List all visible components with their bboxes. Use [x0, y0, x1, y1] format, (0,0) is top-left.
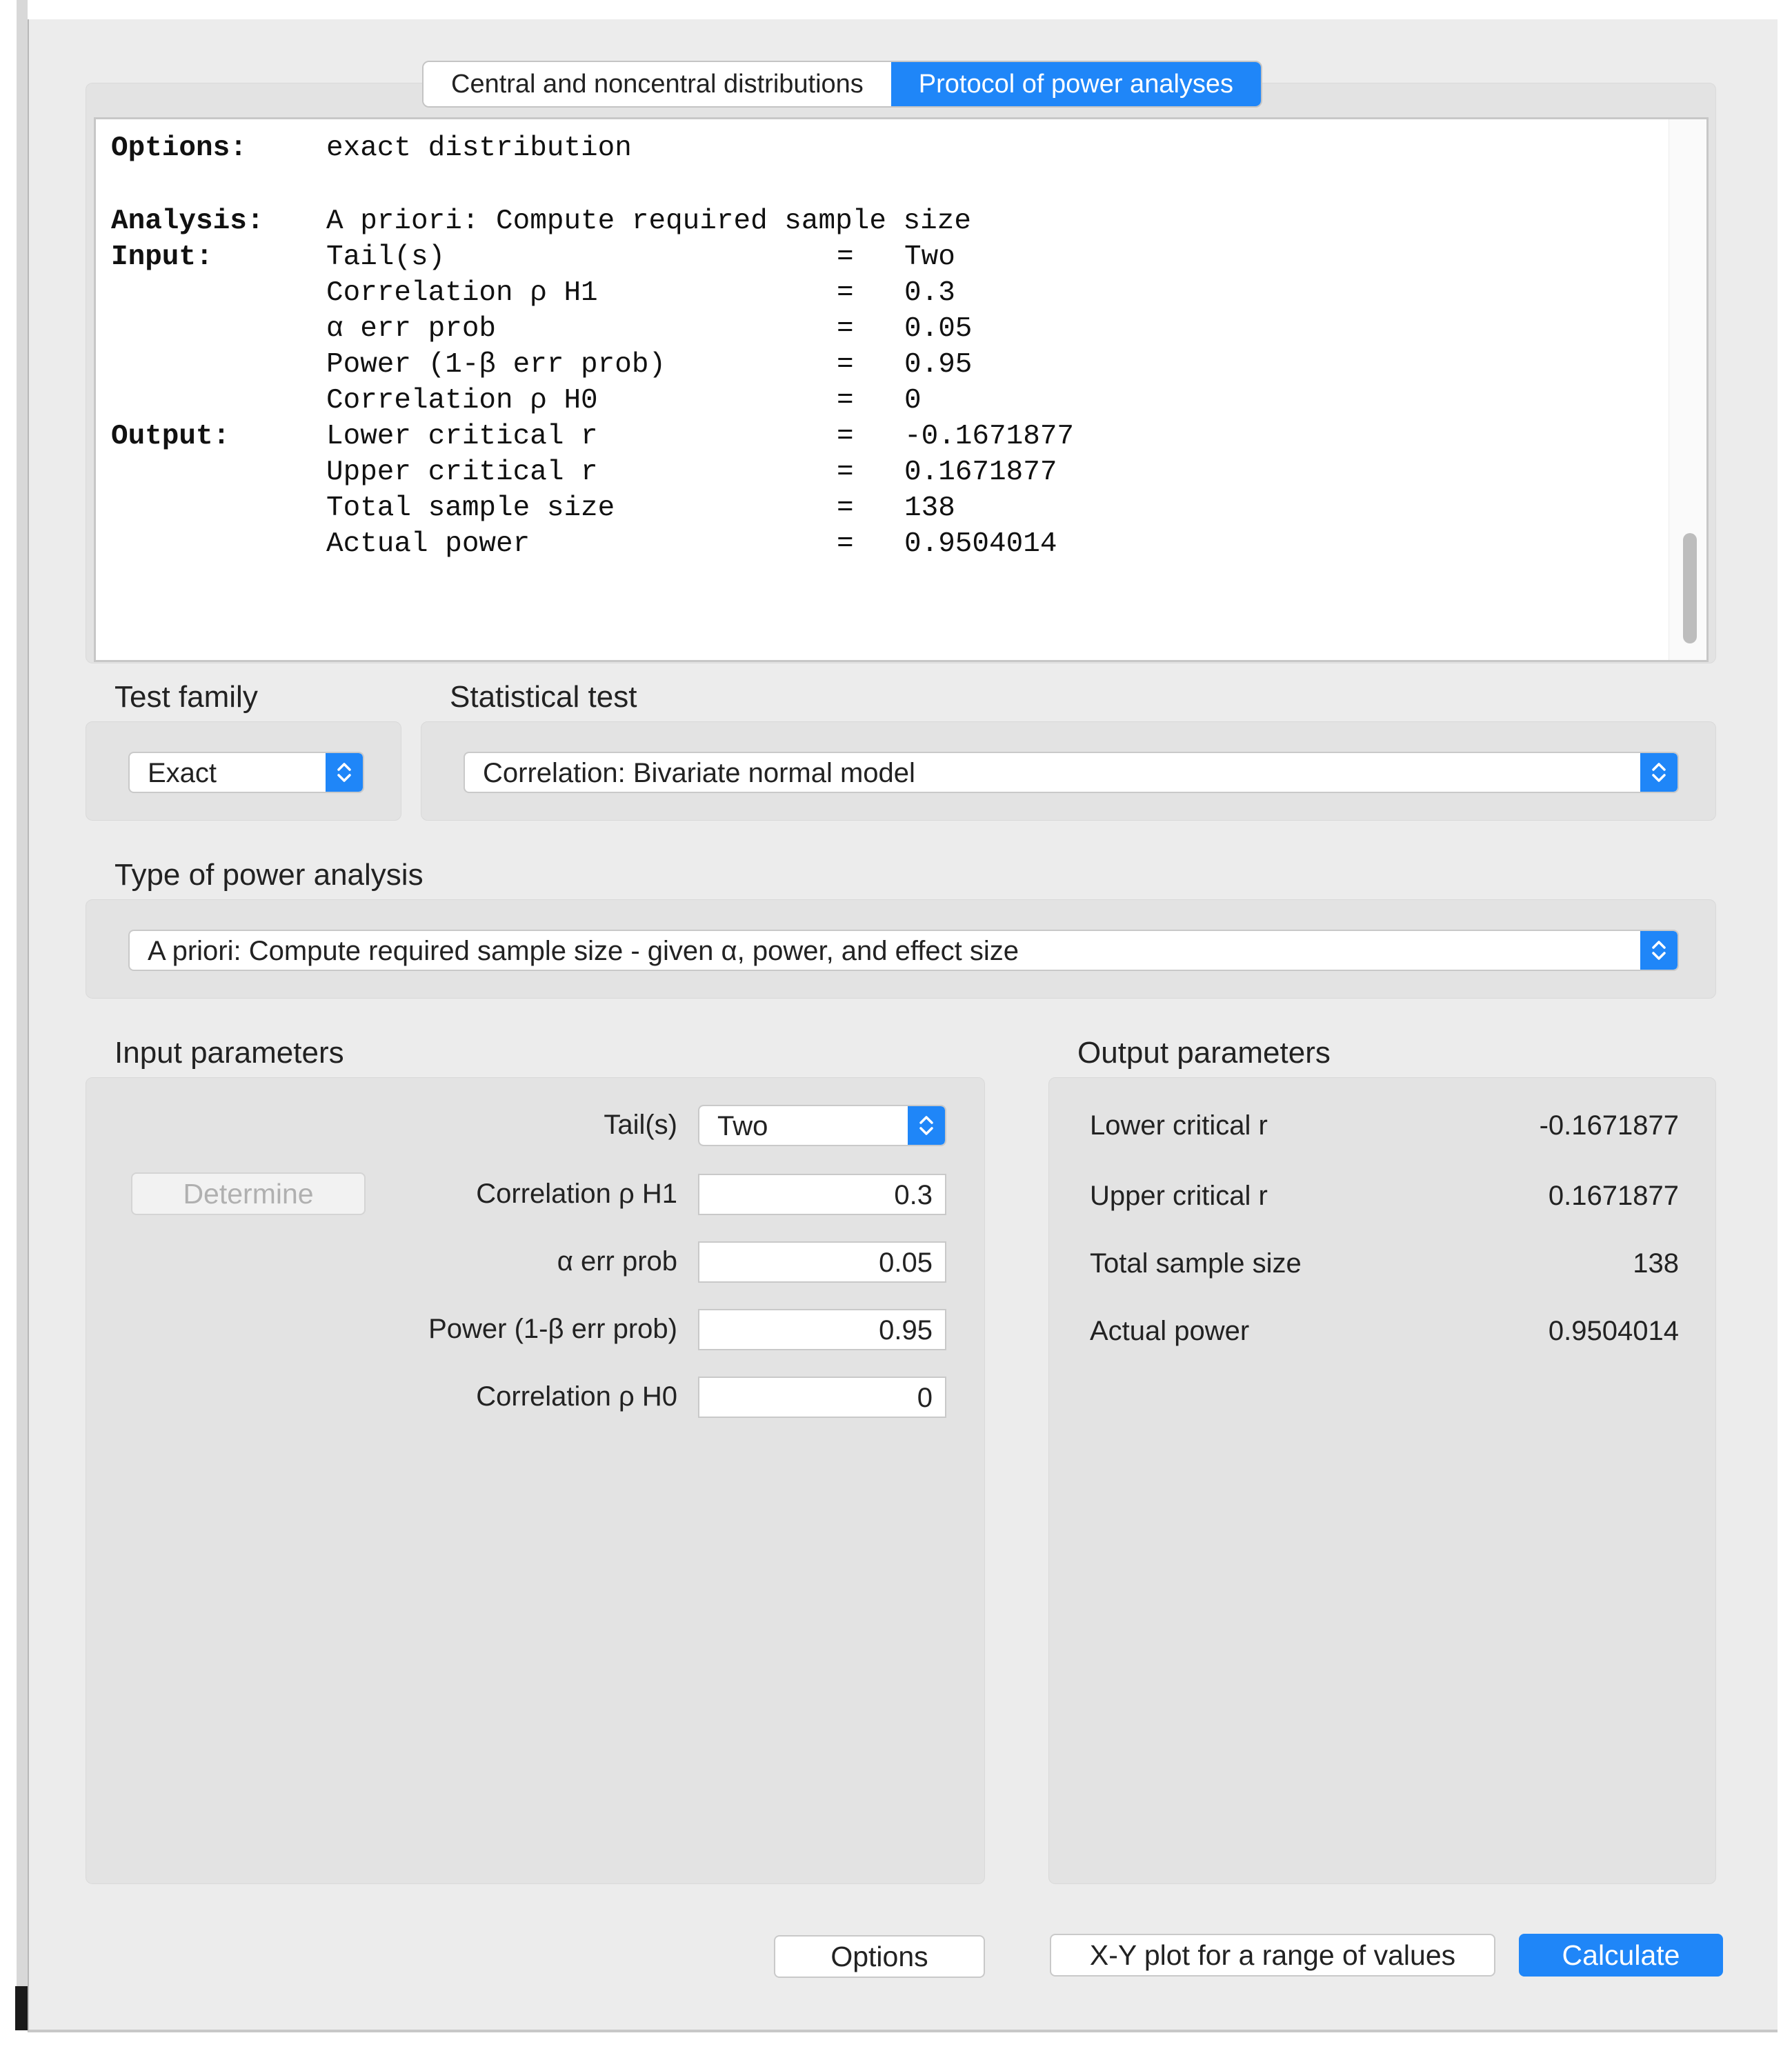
correlation-h0-label: Correlation ρ H0: [476, 1381, 677, 1412]
total-sample-size-label: Total sample size: [1090, 1248, 1302, 1279]
protocol-options-line: [111, 130, 632, 166]
power-label: Power (1-β err prob): [428, 1314, 677, 1344]
protocol-analysis-value: A priori: Compute required sample size: [326, 206, 971, 237]
correlation-h1-input[interactable]: 0.3: [698, 1174, 946, 1215]
protocol-analysis-header: Analysis:: [111, 206, 264, 237]
tails-label: Tail(s): [604, 1110, 677, 1140]
protocol-output-line: Actual power = 0.9504014: [326, 528, 1057, 560]
protocol-output-line: Total sample size = 138: [326, 492, 955, 524]
statistical-test-title: Statistical test: [450, 680, 637, 714]
statistical-test-select[interactable]: [464, 752, 1679, 793]
determine-button[interactable]: Determine: [131, 1172, 366, 1215]
protocol-input-line: Correlation ρ H1 = 0.3: [326, 277, 955, 309]
correlation-h1-label: Correlation ρ H1: [476, 1179, 677, 1209]
power-analysis-title: Type of power analysis: [115, 858, 424, 892]
actual-power-value: 0.9504014: [1548, 1316, 1679, 1346]
calculate-button[interactable]: Calculate: [1519, 1934, 1723, 1977]
protocol-options-value: exact distribution: [326, 132, 632, 164]
lower-critical-r-label: Lower critical r: [1090, 1110, 1268, 1141]
alpha-err-prob-label: α err prob: [557, 1246, 677, 1277]
protocol-output-line: Upper critical r = 0.1671877: [326, 457, 1057, 488]
upper-critical-r-label: Upper critical r: [1090, 1181, 1268, 1211]
protocol-input-line: Correlation ρ H0 = 0: [326, 385, 922, 417]
test-family-select[interactable]: [128, 752, 364, 793]
protocol-output-line: Output: Lower critical r = -0.1671877: [111, 419, 1074, 454]
test-family-value: Exact: [148, 758, 217, 788]
tails-value: Two: [717, 1111, 768, 1141]
chevron-updown-icon: [326, 753, 363, 792]
tails-select[interactable]: [698, 1105, 946, 1146]
protocol-options-header: Options:: [111, 132, 247, 164]
protocol-scroll-track[interactable]: [1669, 119, 1706, 660]
output-parameters-title: Output parameters: [1077, 1036, 1331, 1070]
power-input[interactable]: 0.95: [698, 1309, 946, 1350]
chevron-updown-icon: [908, 1106, 945, 1145]
protocol-scrollbar-thumb[interactable]: [1683, 533, 1697, 643]
power-analysis-select[interactable]: [128, 930, 1679, 971]
lower-critical-r-value: -0.1671877: [1539, 1110, 1679, 1141]
actual-power-label: Actual power: [1090, 1316, 1250, 1346]
options-button[interactable]: Options: [774, 1935, 985, 1978]
chevron-updown-icon: [1640, 931, 1677, 970]
correlation-h0-input[interactable]: 0: [698, 1377, 946, 1418]
upper-critical-r-value: 0.1671877: [1548, 1181, 1679, 1211]
protocol-output-header: Output:: [111, 421, 230, 452]
tab-protocol-of-power-analyses[interactable]: Protocol of power analyses: [891, 62, 1261, 106]
xy-plot-button[interactable]: X-Y plot for a range of values: [1050, 1934, 1495, 1977]
input-parameters-title: Input parameters: [115, 1036, 344, 1070]
protocol-input-header: Input:: [111, 241, 213, 273]
protocol-input-line: Power (1-β err prob) = 0.95: [326, 349, 973, 381]
statistical-test-value: Correlation: Bivariate normal model: [483, 758, 915, 788]
total-sample-size-value: 138: [1633, 1248, 1679, 1279]
test-family-title: Test family: [115, 680, 258, 714]
protocol-input-line: Input: Tail(s) = Two: [111, 239, 955, 275]
background-corner: [15, 1986, 29, 2030]
alpha-err-prob-input[interactable]: 0.05: [698, 1241, 946, 1283]
tab-central-noncentral-distributions[interactable]: Central and noncentral distributions: [424, 62, 891, 106]
window-shadow-edge: [17, 0, 28, 1986]
power-analysis-value: A priori: Compute required sample size - given α, power, and effect size: [148, 936, 1019, 966]
protocol-input-line: α err prob = 0.05: [326, 313, 973, 345]
protocol-text-area[interactable]: [94, 117, 1709, 662]
protocol-analysis-line: [111, 203, 971, 239]
chevron-updown-icon: [1640, 753, 1677, 792]
tab-bar: [422, 61, 1262, 108]
